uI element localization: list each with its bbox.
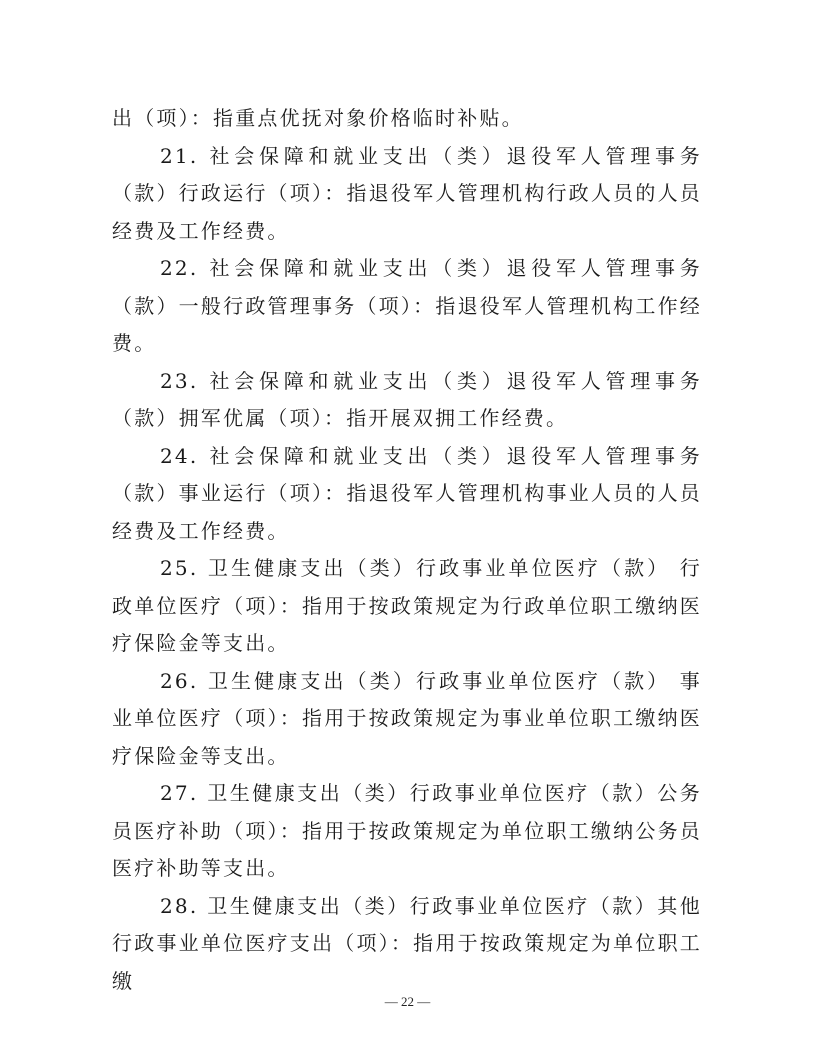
paragraph-item-20-cont: 出（项）：指重点优抚对象价格临时补贴。 bbox=[112, 106, 524, 130]
paragraph-item-27: 27. 卫生健康支出（类）行政事业单位医疗（款）公务员医疗补助（项）：指用于按政策规定为单位职工缴纳公务员医疗补助等支出。 bbox=[112, 781, 702, 880]
paragraph-item-22: 22. 社会保障和就业支出（类）退役军人管理事务（款）一般行政管理事务（项）：指退役军人管理机构工作经费。 bbox=[112, 256, 702, 355]
page-number: — 22 — bbox=[384, 994, 431, 1009]
document-body bbox=[112, 100, 702, 1000]
paragraph-item-28: 28. 卫生健康支出（类）行政事业单位医疗（款）其他行政事业单位医疗支出（项）：指用于按政策规定为单位职工缴 bbox=[112, 893, 702, 993]
paragraph-item-23: 23. 社会保障和就业支出（类）退役军人管理事务（款）拥军优属（项）：指开展双拥工作经费。 bbox=[112, 368, 702, 430]
paragraph-item-21: 21. 社会保障和就业支出（类）退役军人管理事务（款）行政运行（项）：指退役军人管理机构行政人员的人员经费及工作经费。 bbox=[112, 143, 702, 243]
paragraph-item-24: 24. 社会保障和就业支出（类）退役军人管理事务（款）事业运行（项）：指退役军人管理机构事业人员的人员经费及工作经费。 bbox=[112, 443, 702, 543]
paragraph-item-25: 25. 卫生健康支出（类）行政事业单位医疗（款） 行政单位医疗（项）：指用于按政策规定为行政单位职工缴纳医疗保险金等支出。 bbox=[112, 556, 702, 655]
paragraph-item-26: 26. 卫生健康支出（类）行政事业单位医疗（款） 事业单位医疗（项）：指用于按政策规定为事业单位职工缴纳医疗保险金等支出。 bbox=[112, 668, 702, 768]
